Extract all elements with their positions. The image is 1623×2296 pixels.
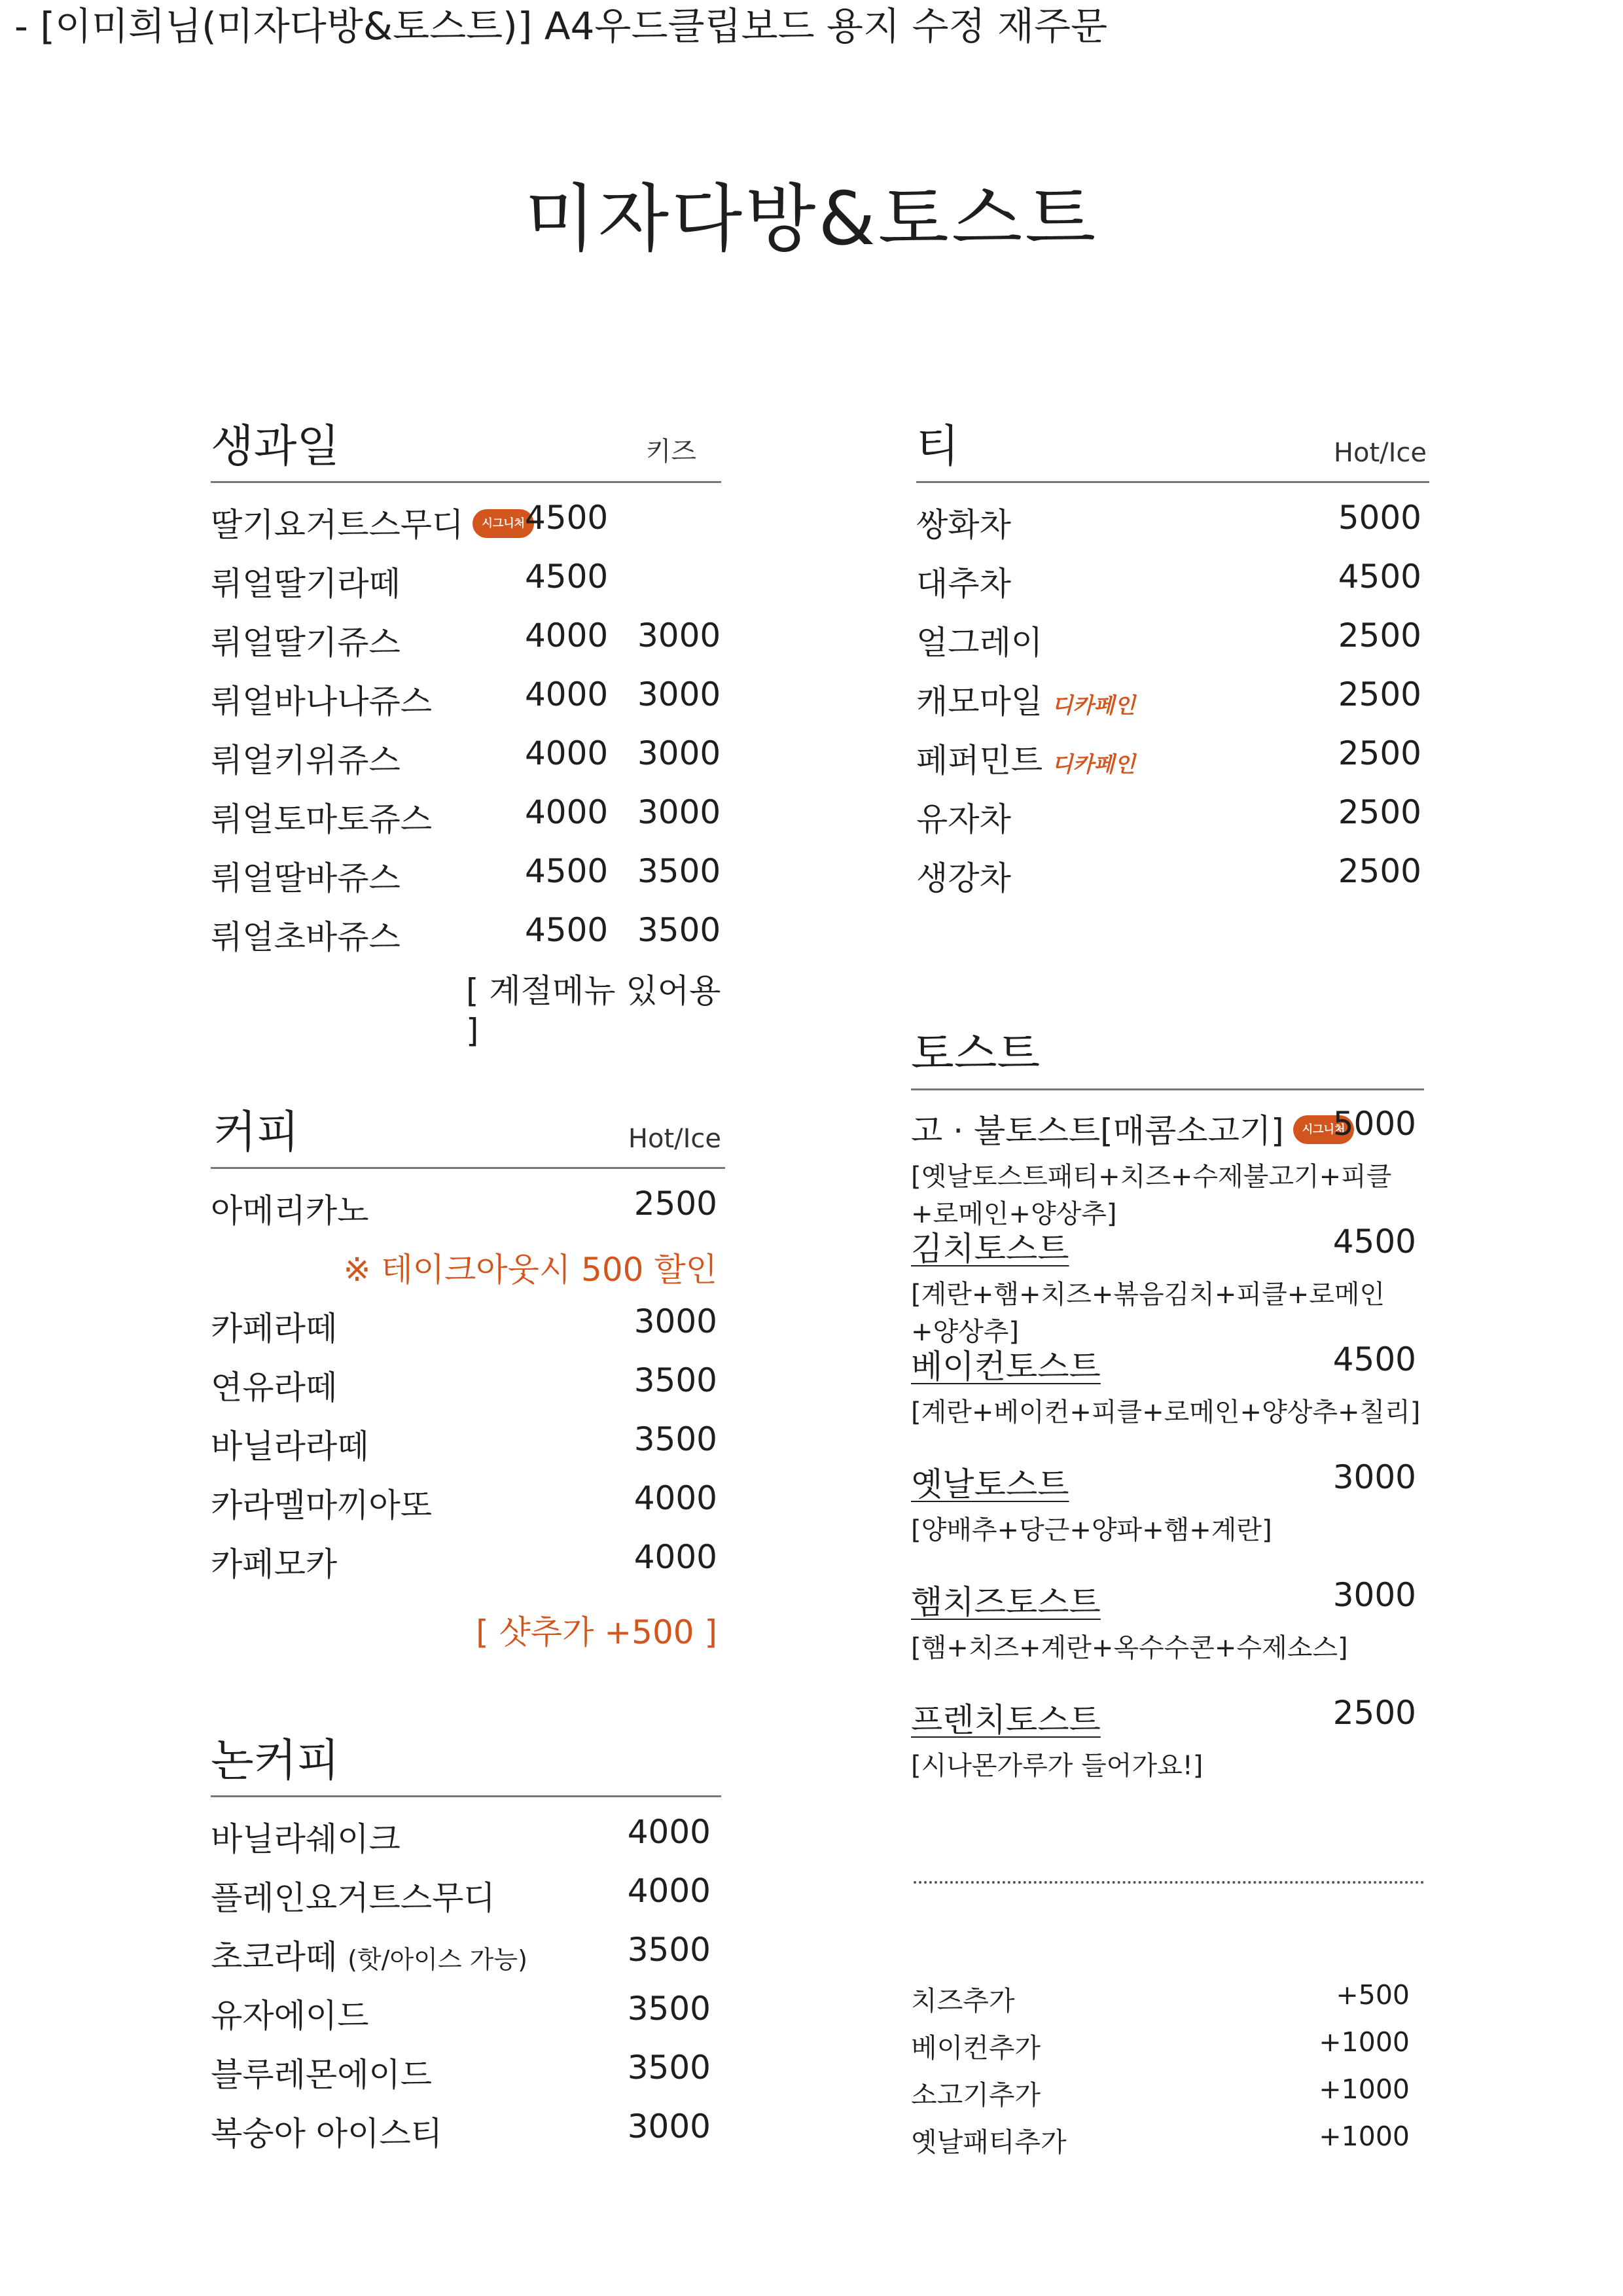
item-name: 프렌치토스트 xyxy=(911,1701,1101,1739)
takeout-row xyxy=(211,1234,725,1293)
fruit-section xyxy=(211,406,721,1050)
menu-row xyxy=(211,725,721,784)
item-name: 카페모카 xyxy=(211,1545,338,1583)
menu-row xyxy=(211,1411,725,1470)
menu-row xyxy=(916,725,1429,784)
tea-hot-ice-label: Hot/Ice xyxy=(1333,438,1427,468)
menu-row xyxy=(211,666,721,725)
item-name: 뤼얼바나나쥬스 xyxy=(211,683,433,721)
extra-price: +1000 xyxy=(1319,2121,1410,2152)
item-price: 2500 xyxy=(1332,1694,1416,1732)
coffee-section xyxy=(211,1092,725,1651)
coffee-title: 커피 xyxy=(213,1107,300,1158)
menu-row xyxy=(211,2039,721,2098)
item-name: 생강차 xyxy=(916,859,1011,897)
item-price: 5000 xyxy=(1332,1105,1416,1143)
menu-row xyxy=(211,490,721,548)
item-name: 플레인요거트스무디 xyxy=(211,1879,495,1917)
item-price: 4000 xyxy=(627,1872,711,1910)
tea-section xyxy=(916,406,1429,902)
menu-row xyxy=(916,490,1429,548)
item-price: 4500 xyxy=(525,852,609,890)
fruit-title: 생과일 xyxy=(211,421,340,473)
item-name: 바닐라쉐이크 xyxy=(211,1820,401,1858)
seasonal-note: [ 계절메뉴 있어용 ] xyxy=(466,972,721,1050)
item-price: 3500 xyxy=(627,1931,711,1969)
fruit-kids-label: 키즈 xyxy=(645,437,696,467)
item-name: 카라멜마끼아또 xyxy=(211,1486,433,1524)
item-price: 3000 xyxy=(1332,1458,1416,1496)
item-name: 뤼얼딸바쥬스 xyxy=(211,859,401,897)
decaf-label: 디카페인 xyxy=(1052,692,1135,718)
extra-price: +500 xyxy=(1336,1979,1410,2011)
item-price: 2500 xyxy=(633,1185,717,1223)
item-name: 블루레몬에이드 xyxy=(211,2056,433,2094)
item-kids-price: 3500 xyxy=(637,911,721,949)
item-price: 3500 xyxy=(633,1361,717,1399)
dotted-divider xyxy=(914,1881,1424,1884)
item-price: 2500 xyxy=(1338,675,1421,713)
toast-header xyxy=(911,1013,1424,1090)
extra-row xyxy=(911,1971,1424,2018)
extras-section xyxy=(911,1971,1424,2160)
item-price: 4000 xyxy=(525,734,609,772)
item-name: 뤼얼토마토쥬스 xyxy=(211,800,433,838)
item-name: 카페라떼 xyxy=(211,1310,338,1348)
item-price: 5000 xyxy=(1338,499,1421,537)
item-price: 4500 xyxy=(525,499,609,537)
menu-row xyxy=(211,1922,721,1981)
extra-name: 치즈추가 xyxy=(911,1985,1015,2017)
toast-title: 토스트 xyxy=(911,1028,1041,1080)
item-name: 복숭아 아이스티 xyxy=(211,2115,442,2153)
item-price: 3000 xyxy=(633,1302,717,1340)
item-name: 뤼얼키위쥬스 xyxy=(211,742,401,780)
extra-name: 옛날패티추가 xyxy=(911,2126,1067,2158)
toast-item xyxy=(911,1452,1424,1570)
menu-row xyxy=(916,666,1429,725)
extra-row xyxy=(911,2018,1424,2066)
item-price: 4500 xyxy=(1332,1223,1416,1261)
item-price: 3000 xyxy=(1332,1576,1416,1614)
item-price: 4000 xyxy=(633,1538,717,1576)
signature-badge: 시그니처 xyxy=(1293,1115,1355,1144)
menu-row xyxy=(211,1470,725,1529)
item-price: 4000 xyxy=(525,617,609,655)
toast-item xyxy=(911,1098,1424,1229)
item-name: 베이컨토스트 xyxy=(911,1348,1101,1386)
item-name: 쌍화차 xyxy=(916,506,1011,544)
extra-row xyxy=(911,2113,1424,2160)
menu-row xyxy=(916,843,1429,902)
item-price: 4500 xyxy=(1332,1340,1416,1378)
item-price: 4000 xyxy=(633,1479,717,1517)
tea-header xyxy=(916,406,1429,483)
menu-row xyxy=(211,1863,721,1922)
item-price: 2500 xyxy=(1338,617,1421,655)
extra-name: 소고기추가 xyxy=(911,2079,1041,2111)
menu-row xyxy=(211,1293,725,1352)
menu-row xyxy=(211,1352,725,1411)
item-option-note: (핫/아이스 가능) xyxy=(348,1945,527,1974)
item-price: 3000 xyxy=(627,2108,711,2145)
menu-row xyxy=(916,548,1429,607)
item-name: 뤼얼딸기쥬스 xyxy=(211,624,401,662)
item-name: 대추차 xyxy=(916,565,1011,603)
item-name: 페퍼민트 xyxy=(916,742,1043,780)
item-name: 딸기요거트스무디 xyxy=(211,506,464,544)
item-price: 4000 xyxy=(525,793,609,831)
item-ingredients: [양배추+당근+양파+햄+계란] xyxy=(911,1515,1272,1545)
item-price: 3500 xyxy=(627,2049,711,2087)
item-name: 연유라떼 xyxy=(211,1369,338,1407)
item-name: 유자에이드 xyxy=(211,1997,369,2035)
coffee-hot-ice-label: Hot/Ice xyxy=(628,1124,721,1154)
item-price: 4000 xyxy=(627,1813,711,1851)
noncoffee-section xyxy=(211,1720,721,2157)
extra-price: +1000 xyxy=(1319,2073,1410,2105)
item-kids-price: 3000 xyxy=(637,617,721,655)
toast-item xyxy=(911,1570,1424,1687)
menu-row xyxy=(211,1175,725,1234)
item-name: 초코라떼 xyxy=(211,1938,338,1976)
item-kids-price: 3000 xyxy=(637,675,721,713)
item-name: 아메리카노 xyxy=(211,1192,369,1230)
menu-row xyxy=(211,902,721,961)
item-price: 4500 xyxy=(525,911,609,949)
menu-row xyxy=(211,1529,725,1588)
item-name: 김치토스트 xyxy=(911,1230,1069,1268)
toast-item xyxy=(911,1216,1424,1347)
signature-badge: 시그니처 xyxy=(473,509,534,538)
menu-row xyxy=(211,1804,721,1863)
extra-price: +1000 xyxy=(1319,2026,1410,2058)
item-price: 2500 xyxy=(1338,852,1421,890)
item-name: 옛날토스트 xyxy=(911,1465,1069,1503)
item-price: 4500 xyxy=(1338,558,1421,596)
extra-row xyxy=(911,2066,1424,2113)
item-name: 유자차 xyxy=(916,800,1011,838)
extra-name: 베이컨추가 xyxy=(911,2032,1041,2064)
fruit-header xyxy=(211,406,721,483)
item-price: 4500 xyxy=(525,558,609,596)
item-price: 2500 xyxy=(1338,793,1421,831)
menu-row xyxy=(211,784,721,843)
item-kids-price: 3500 xyxy=(637,852,721,890)
item-name: 뤼얼초바쥬스 xyxy=(211,918,401,956)
item-name: 고 · 불토스트[매콤소고기] xyxy=(911,1112,1284,1150)
item-name: 캐모마일 xyxy=(916,683,1043,721)
item-ingredients: [계란+햄+치즈+볶음김치+피클+로메인+양상추] xyxy=(911,1280,1385,1347)
noncoffee-title: 논커피 xyxy=(211,1735,340,1787)
menu-row xyxy=(211,2098,721,2157)
item-ingredients: [옛날토스트패티+치즈+수제불고기+피클+로메인+양상추] xyxy=(911,1162,1392,1229)
item-price: 2500 xyxy=(1338,734,1421,772)
item-name: 얼그레이 xyxy=(916,624,1043,662)
takeout-discount-note: ※ 테이크아웃시 500 할인 xyxy=(343,1251,717,1289)
menu-row xyxy=(211,607,721,666)
toast-section xyxy=(911,1013,1424,1805)
menu-row xyxy=(211,548,721,607)
noncoffee-header xyxy=(211,1720,721,1797)
item-kids-price: 3000 xyxy=(637,793,721,831)
item-kids-price: 3000 xyxy=(637,734,721,772)
item-price: 3500 xyxy=(627,1990,711,2028)
item-price: 3500 xyxy=(633,1420,717,1458)
coffee-header xyxy=(211,1092,725,1169)
item-ingredients: [시나몬가루가 들어가요!] xyxy=(911,1751,1204,1781)
item-name: 햄치즈토스트 xyxy=(911,1583,1101,1621)
toast-item xyxy=(911,1334,1424,1452)
decaf-label: 디카페인 xyxy=(1052,751,1135,777)
tea-title: 티 xyxy=(916,421,959,473)
item-name: 뤼얼딸기라떼 xyxy=(211,565,401,603)
item-ingredients: [햄+치즈+계란+옥수수콘+수제소스] xyxy=(911,1633,1348,1663)
page-title: 미자다방&토스트 xyxy=(524,177,1099,262)
item-price: 4000 xyxy=(525,675,609,713)
item-ingredients: [계란+베이컨+피클+로메인+양상추+칠리] xyxy=(911,1397,1421,1427)
menu-row xyxy=(916,784,1429,843)
toast-item xyxy=(911,1687,1424,1805)
header-note: - [이미희님(미자다방&토스트)] A4우드클립보드 용지 수정 재주문 xyxy=(14,4,1108,48)
menu-row xyxy=(211,1981,721,2039)
shot-add-note: [ 샷추가 +500 ] xyxy=(476,1613,717,1651)
item-name: 바닐라라떼 xyxy=(211,1427,369,1465)
menu-row xyxy=(916,607,1429,666)
menu-row xyxy=(211,843,721,902)
